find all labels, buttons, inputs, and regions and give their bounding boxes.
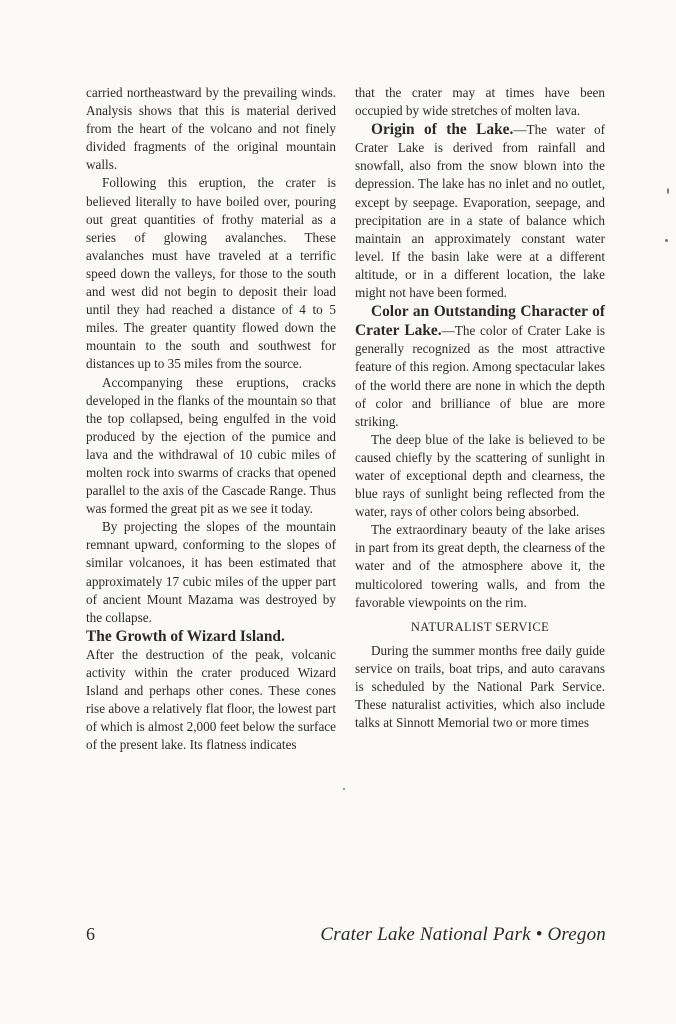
- scan-speck: [667, 188, 669, 194]
- section-heading-color: Color an Outstanding Character of Crater Lake.: [355, 303, 605, 340]
- right-column: [355, 84, 605, 732]
- page-number: 6: [86, 924, 95, 944]
- paragraph: carried northeastward by the prevailing winds. Analysis shows that this is material derived from the heart of the volcano and not finely divided fragments of the original mountain walls.: [86, 85, 336, 173]
- paragraph: that the crater may at times have been occupied by wide stretches of molten lava.: [355, 85, 605, 119]
- running-title: Crater Lake National Park • Oregon: [320, 924, 606, 945]
- scan-speck: [343, 788, 345, 790]
- page-footer: [86, 924, 606, 950]
- section-title-naturalist-service: NATURALIST SERVICE: [410, 619, 550, 634]
- paragraph: The deep blue of the lake is believed to be caused chiefly by the scattering of sunlight in water of exceptional depth and clearness, the blue rays of sunlight being reflected from the water, rays of other colors being absorbed.: [355, 431, 605, 520]
- paragraph: By projecting the slopes of the mountain remnant upward, conforming to the slopes of similar volcanoes, it has been estimated that approximately 17 cubic miles of the upper part of ancient Mount Mazama was destroyed by the collapse.: [86, 519, 336, 625]
- scan-speck: [665, 239, 668, 242]
- paragraph-text: —The water of Crater Lake is derived from rainfall and snowfall, also from the snow blown into the depression. The lake has no inlet and no outlet, except by seepage. Evaporation, seepage, and precipitation are in a state of balance which maintain an approximately constant water level. If the basin lake were at a different altitude, or in a different location, the lake might not have been formed.: [355, 122, 605, 301]
- section-heading-origin: Origin of the Lake.: [371, 121, 514, 139]
- paragraph: Following this eruption, the crater is believed literally to have boiled over, pouring out great quantities of frothy material as a series of glowing avalanches. These avalanches must have traveled at a terrific speed down the valleys, for those to the south and west did not begin to deposit their load until they had reached a distance of 4 to 5 miles. The greater quantity flowed down the mountain to the south and southwest for distances up to 35 miles from the source.: [86, 175, 336, 372]
- paragraph: After the destruction of the peak, volcanic activity within the crater produced Wizard Island and perhaps other cones. These cones rise above a relatively flat floor, the lowest part of which is almost 2,000 feet below the surface of the present lake. Its flatness indicates: [86, 646, 336, 753]
- paragraph-color: [355, 302, 605, 431]
- paragraph: During the summer months free daily guide service on trails, boat trips, and auto caravans is scheduled by the National Park Service. These naturalist activities, which also include talks at Sinnott Memorial two or more times: [355, 642, 605, 731]
- section-heading-wizard-island: The Growth of Wizard Island.: [86, 627, 285, 645]
- left-column: [86, 84, 336, 754]
- paragraph: The extraordinary beauty of the lake arises in part from its great depth, the clearness of the water and of the atmosphere above it, the multicolored towering walls, and from the favorable viewpoints on the rim.: [355, 522, 605, 610]
- paragraph-text: —The color of Crater Lake is generally recognized as the most attractive feature of this region. Among spectacular lakes of the world there are none in which the depth of color and brilliance of blue are more striking.: [355, 323, 605, 429]
- paragraph-origin: [355, 120, 605, 302]
- paragraph: Accompanying these eruptions, cracks developed in the flanks of the mountain so that the top collapsed, being engulfed in the void produced by the ejection of the pumice and lava and the withdrawal of 10 cubic miles of molten rock into swarms of cracks that opened parallel to the axis of the Cascade Range. Thus was formed the great pit as we see it today.: [86, 374, 336, 517]
